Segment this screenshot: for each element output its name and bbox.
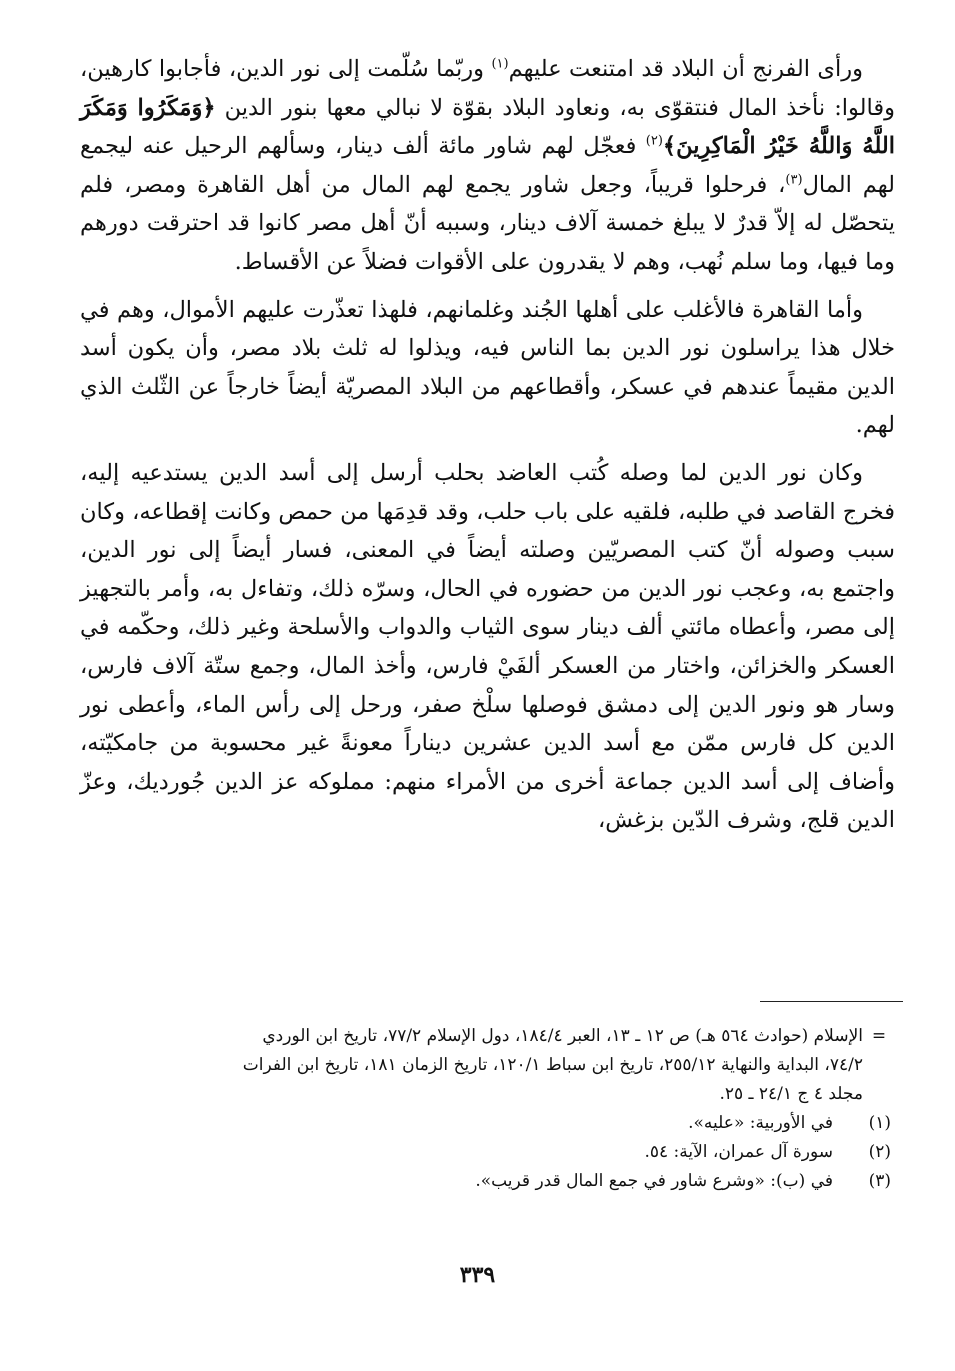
- footnote-3: [80, 1167, 895, 1196]
- text-run: فعجّل لهم شاور مائة ألف دينار، وسألهم الرحيل عنه ليجمع لهم المال: [80, 133, 895, 198]
- footnote-2: [80, 1138, 895, 1167]
- continuation-mark: =: [871, 1026, 887, 1046]
- footnote-continuation-text: مجلد ٤ ج ٢٤/١ ـ ٢٥.: [719, 1084, 863, 1104]
- footnote-marker-3: (٣): [785, 172, 803, 188]
- footnote-continuation-text: الإسلام (حوادث ٥٦٤ هـ) ص ١٢ ـ ١٣، العبر ١٨٤/٤، دول الإسلام ٧٧/٢، تاريخ ابن الوردي: [262, 1026, 863, 1046]
- main-text: [80, 50, 895, 840]
- paragraph-3: وكان نور الدين لما وصله كُتب العاضد بحلب أرسل إلى أسد الدين يستدعيه إليه، فخرج القاصد في طلبه، فلقيه على باب حلب، وقد قدِمَها من حمص وكانت إقطاعه، وكان سبب وصوله أنّ كتب المصريّين وصلته أيضاً في المعنى، فسار أيضاً إلى نور الدين، واجتمع به، وعجب نور الدين من حضوره في الحال، وسرّه ذلك، وتفاءل به، وأمر بالتجهيز إلى مصر، وأعطاه مائتي ألف دينار سوى الثياب والدواب والأسلحة وغير ذلك، وحكّمه في العسكر والخزائن، واختار من العسكر ألفَيْ فارس، وأخذ المال، وجمع ستّة آلاف فارس، وسار هو ونور الدين إلى دمشق فوصلها سلْخ صفر، ورحل إلى رأس الماء، وأعطى نور الدين كل فارس ممّن مع أسد الدين عشرين ديناراً معونةً غير محسوبة من جامكيّته، وأضاف إلى أسد الدين جماعة أخرى من الأمراء منهم: مملوكه عز الدين جُورديك، وعزّ الدين قلج، وشرف الدّين بزغش،: [80, 459, 895, 834]
- text-run: ، فرحلوا قريباً، وجعل شاور يجمع لهم المال من أهل القاهرة ومصر، فلم يتحصّل له إلاّ قدرٌ لا يبلغ خمسة آلاف دينار، وسببه أنّ أهل مصر كانوا قد احترقت دورهم وما فيها، وما سلم نُهب، وهم لا يقدرون على الأقوات فضلاً عن الأقساط.: [80, 171, 895, 275]
- footnote-number: (١): [868, 1113, 891, 1133]
- paragraph-1: [80, 50, 895, 282]
- footnote-text: في (ب): «وشرع شاور في جمع المال قدر قريب».: [475, 1171, 833, 1191]
- footnotes: [80, 1022, 895, 1196]
- footnote-number: (٣): [868, 1171, 891, 1191]
- footnote-text: سورة آل عمران، الآية: ٥٤.: [644, 1142, 833, 1162]
- footnote-number: (٢): [868, 1142, 891, 1162]
- text-run: وربّما سُلّمت إلى نور الدين، فأجابوا كارهين، وقالوا: نأخذ المال فنتقوّى به، ونعاود البلاد بقوّة لا نبالي معها بنور الدين: [80, 56, 896, 121]
- text-run: ورأى الفرنج أن البلاد قد امتنعت عليهم: [508, 56, 864, 82]
- footnote-continuation-line: [80, 1080, 895, 1109]
- footnote-1: [80, 1109, 895, 1138]
- footnote-continuation-text: ٧٤/٢، البداية والنهاية ٢٥٥/١٢، تاريخ ابن سباط ١٢٠/١، تاريخ الزمان ١٨١، تاريخ ابن الفرات: [242, 1055, 863, 1075]
- footnote-text: في الأوربية: «عليه».: [688, 1113, 833, 1133]
- paragraph-2: وأما القاهرة فالأغلب على أهلها الجُند وغلمانهم، فلهذا تعذّرت عليهم الأموال، وهم في خلال هذا يراسلون نور الدين بما الناس فيه، ويذلوا له ثلث بلاد مصر، وأن يكون أسد الدين مقيماً عندهم في عسكر، وأقطاعهم من البلاد المصريّة أيضاً خارجاً عن الثّلث الذي لهم.: [80, 296, 895, 439]
- footnote-divider: [760, 1001, 903, 1002]
- footnote-marker-2: (٢): [645, 133, 663, 149]
- footnote-marker-1: (١): [491, 56, 509, 72]
- page-number: ٣٣٩: [459, 1262, 496, 1288]
- footnote-continuation-line: [80, 1051, 895, 1080]
- quran-verse: ﴿وَمَكَرُوا وَمَكَرَ اللَّهُ وَاللَّهُ خَيْرُ الْمَاكِرِينَ﴾: [80, 94, 895, 160]
- footnote-continuation-line: [80, 1022, 895, 1051]
